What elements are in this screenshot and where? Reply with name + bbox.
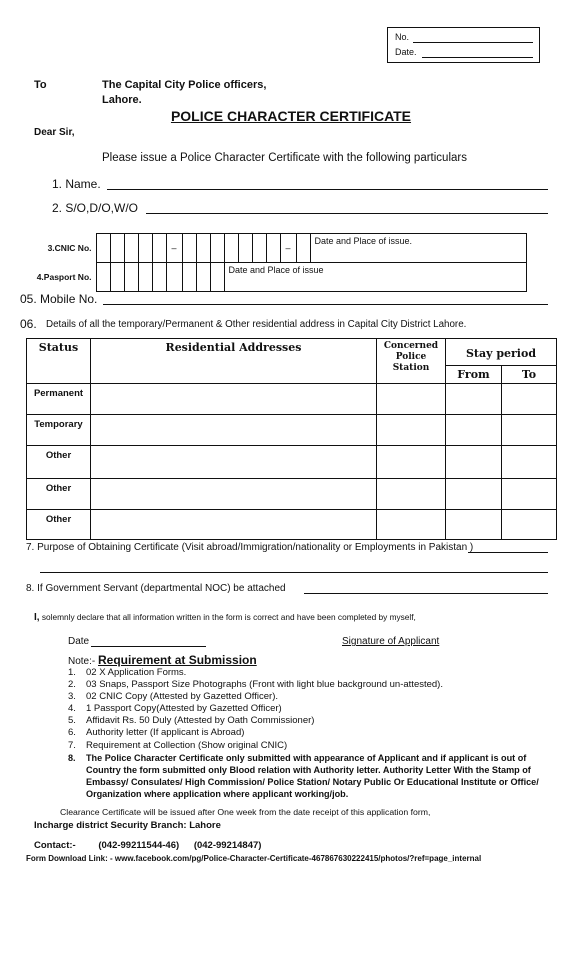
cnic-digit-box[interactable] — [138, 234, 152, 263]
passport-char-box[interactable] — [182, 263, 196, 292]
cnic-digit-box[interactable] — [296, 234, 310, 263]
list-item: 3. 02 CNIC Copy (Attested by Gazetted Officer). — [68, 691, 279, 703]
requirements-note — [68, 653, 257, 667]
table-row — [27, 446, 557, 479]
cnic-passport-grid — [20, 233, 527, 292]
cnic-digit-box[interactable] — [210, 234, 224, 263]
to-cell[interactable] — [502, 510, 557, 540]
requirements-list — [68, 667, 554, 800]
from-cell[interactable] — [446, 446, 502, 479]
noc-label: 8. If Government Servant (departmental NOC) be attached — [26, 583, 286, 594]
download-label: Form Download Link: - — [26, 854, 113, 863]
note-label: Note:- — [68, 656, 96, 667]
cnic-digit-box[interactable] — [152, 234, 166, 263]
passport-char-box[interactable] — [96, 263, 110, 292]
row-status: Temporary — [27, 415, 91, 446]
name-field[interactable] — [107, 189, 548, 190]
row-status: Other — [27, 446, 91, 479]
item6-number: 06. — [20, 317, 37, 331]
reference-box — [387, 27, 540, 63]
passport-date-place-label[interactable]: Date and Place of issue — [224, 263, 526, 292]
declaration-body: solemnly declare that all information written in the form is correct and have been completed by myself, — [39, 612, 416, 622]
noc-field[interactable] — [304, 593, 548, 594]
clearance-note: Clearance Certificate will be issued after One week from the date receipt of this application form, — [60, 807, 431, 817]
requirements-heading: Requirement at Submission — [98, 653, 257, 667]
passport-row — [20, 263, 526, 292]
station-cell[interactable] — [377, 479, 446, 510]
cnic-separator: – — [166, 234, 182, 263]
address-table — [26, 338, 557, 540]
table-row — [27, 415, 557, 446]
incharge-text: Incharge district Security Branch: Lahore — [34, 820, 221, 831]
declaration-date-label: Date — [68, 636, 90, 647]
signature-label: Signature of Applicant — [342, 636, 440, 647]
address-cell[interactable] — [91, 510, 377, 540]
passport-char-box[interactable] — [110, 263, 124, 292]
from-cell[interactable] — [446, 415, 502, 446]
passport-char-box[interactable] — [138, 263, 152, 292]
download-link[interactable]: www.facebook.com/pg/Police-Character-Certificate-467867630222415/photos/?ref=page_internal — [114, 854, 482, 863]
from-header: From — [446, 366, 502, 384]
date-label: Date. — [395, 47, 417, 57]
row-status: Other — [27, 510, 91, 540]
purpose-label: 7. Purpose of Obtaining Certificate (Visit abroad/Immigration/nationality or Employments in Pakistan ) — [26, 542, 474, 553]
to-cell[interactable] — [502, 479, 557, 510]
addresses-header: Residential Addresses — [91, 339, 377, 384]
no-field[interactable] — [413, 42, 533, 43]
purpose-field[interactable] — [468, 552, 548, 553]
phone-1: (042-99211544-46) — [98, 840, 180, 851]
station-cell[interactable] — [377, 384, 446, 415]
table-row — [27, 479, 557, 510]
recipient-line-2: Lahore. — [102, 94, 142, 106]
table-row — [27, 510, 557, 540]
table-row — [27, 384, 557, 415]
to-label: To — [34, 79, 47, 91]
mobile-label: 05. Mobile No. — [20, 292, 98, 306]
declaration-prefix: I, — [34, 612, 40, 623]
cnic-digit-box[interactable] — [238, 234, 252, 263]
list-item: 8. The Police Character Certificate only submitted with appearance of Applicant and if applicant is out of Country the form submitted only Blood relation with Authority letter. Authority Letter With the Stamp of Embassy/ Consulates/ High Commission/ Police Station/ Notary Public Or Educational Institute or Office/ Organization where application where applicant working/job. — [68, 752, 539, 799]
cnic-digit-box[interactable] — [224, 234, 238, 263]
father-label: 2. S/O,D/O,W/O — [52, 201, 139, 215]
contact-row — [34, 840, 261, 851]
passport-char-box[interactable] — [152, 263, 166, 292]
station-cell[interactable] — [377, 446, 446, 479]
passport-label: 4.Pasport No. — [36, 272, 92, 282]
cnic-separator: – — [280, 234, 296, 263]
list-item: 1. 02 X Application Forms. — [68, 667, 187, 678]
name-label: 1. Name. — [52, 177, 101, 191]
passport-char-box[interactable] — [124, 263, 138, 292]
passport-char-box[interactable] — [196, 263, 210, 292]
address-cell[interactable] — [91, 415, 377, 446]
mobile-field[interactable] — [103, 304, 548, 305]
no-label: No. — [395, 32, 410, 42]
list-item: 2. 03 Snaps, Passport Size Photographs (Front with light blue background un-attested). — [68, 679, 443, 691]
cnic-label: 3.CNIC No. — [47, 243, 92, 253]
phone-2: (042-99214847) — [193, 840, 262, 851]
row-status: Other — [27, 479, 91, 510]
stay-period-header: Stay period — [446, 339, 557, 366]
from-cell[interactable] — [446, 384, 502, 415]
cnic-digit-box[interactable] — [182, 234, 196, 263]
download-row — [26, 854, 481, 863]
station-cell[interactable] — [377, 510, 446, 540]
request-text: Please issue a Police Character Certificate with the following particulars — [102, 152, 467, 164]
to-cell[interactable] — [502, 384, 557, 415]
list-item: 7. Requirement at Collection (Show original CNIC) — [68, 739, 288, 751]
passport-char-box[interactable] — [166, 263, 182, 292]
passport-char-box[interactable] — [210, 263, 224, 292]
purpose-field-continued[interactable] — [40, 572, 548, 573]
contact-label: Contact:- — [34, 840, 76, 851]
to-cell[interactable] — [502, 446, 557, 479]
date-field[interactable] — [422, 57, 533, 58]
row-status: Permanent — [27, 384, 91, 415]
list-item: 4. 1 Passport Copy(Attested by Gazetted Officer) — [68, 703, 282, 715]
from-cell[interactable] — [446, 510, 502, 540]
cnic-digit-box[interactable] — [252, 234, 266, 263]
declaration-date-field[interactable] — [91, 646, 206, 647]
cnic-digit-box[interactable] — [96, 234, 110, 263]
list-item: 5. Affidavit Rs. 50 Duly (Attested by Oath Commissioner) — [68, 715, 315, 727]
address-cell[interactable] — [91, 479, 377, 510]
cnic-digit-box[interactable] — [110, 234, 124, 263]
address-cell[interactable] — [91, 446, 377, 479]
cnic-digit-box[interactable] — [124, 234, 138, 263]
police-station-header: Concerned Police Station — [377, 339, 446, 384]
from-cell[interactable] — [446, 479, 502, 510]
to-cell[interactable] — [502, 415, 557, 446]
page-title: POLICE CHARACTER CERTIFICATE — [170, 108, 412, 124]
status-header: Status — [27, 339, 91, 384]
cnic-date-place-label[interactable]: Date and Place of issue. — [310, 234, 526, 263]
recipient-line-1: The Capital City Police officers, — [102, 79, 267, 91]
cnic-digit-box[interactable] — [196, 234, 210, 263]
cnic-digit-box[interactable] — [266, 234, 280, 263]
declaration-text — [34, 612, 416, 623]
list-item: 6. Authority letter (If applicant is Abroad) — [68, 727, 245, 739]
father-field[interactable] — [146, 213, 548, 214]
salutation: Dear Sir, — [34, 127, 75, 138]
to-header: To — [502, 366, 557, 384]
item6-text: Details of all the temporary/Permanent & Other residential address in Capital City District Lahore. — [46, 319, 467, 330]
station-cell[interactable] — [377, 415, 446, 446]
cnic-row — [20, 234, 526, 263]
address-cell[interactable] — [91, 384, 377, 415]
